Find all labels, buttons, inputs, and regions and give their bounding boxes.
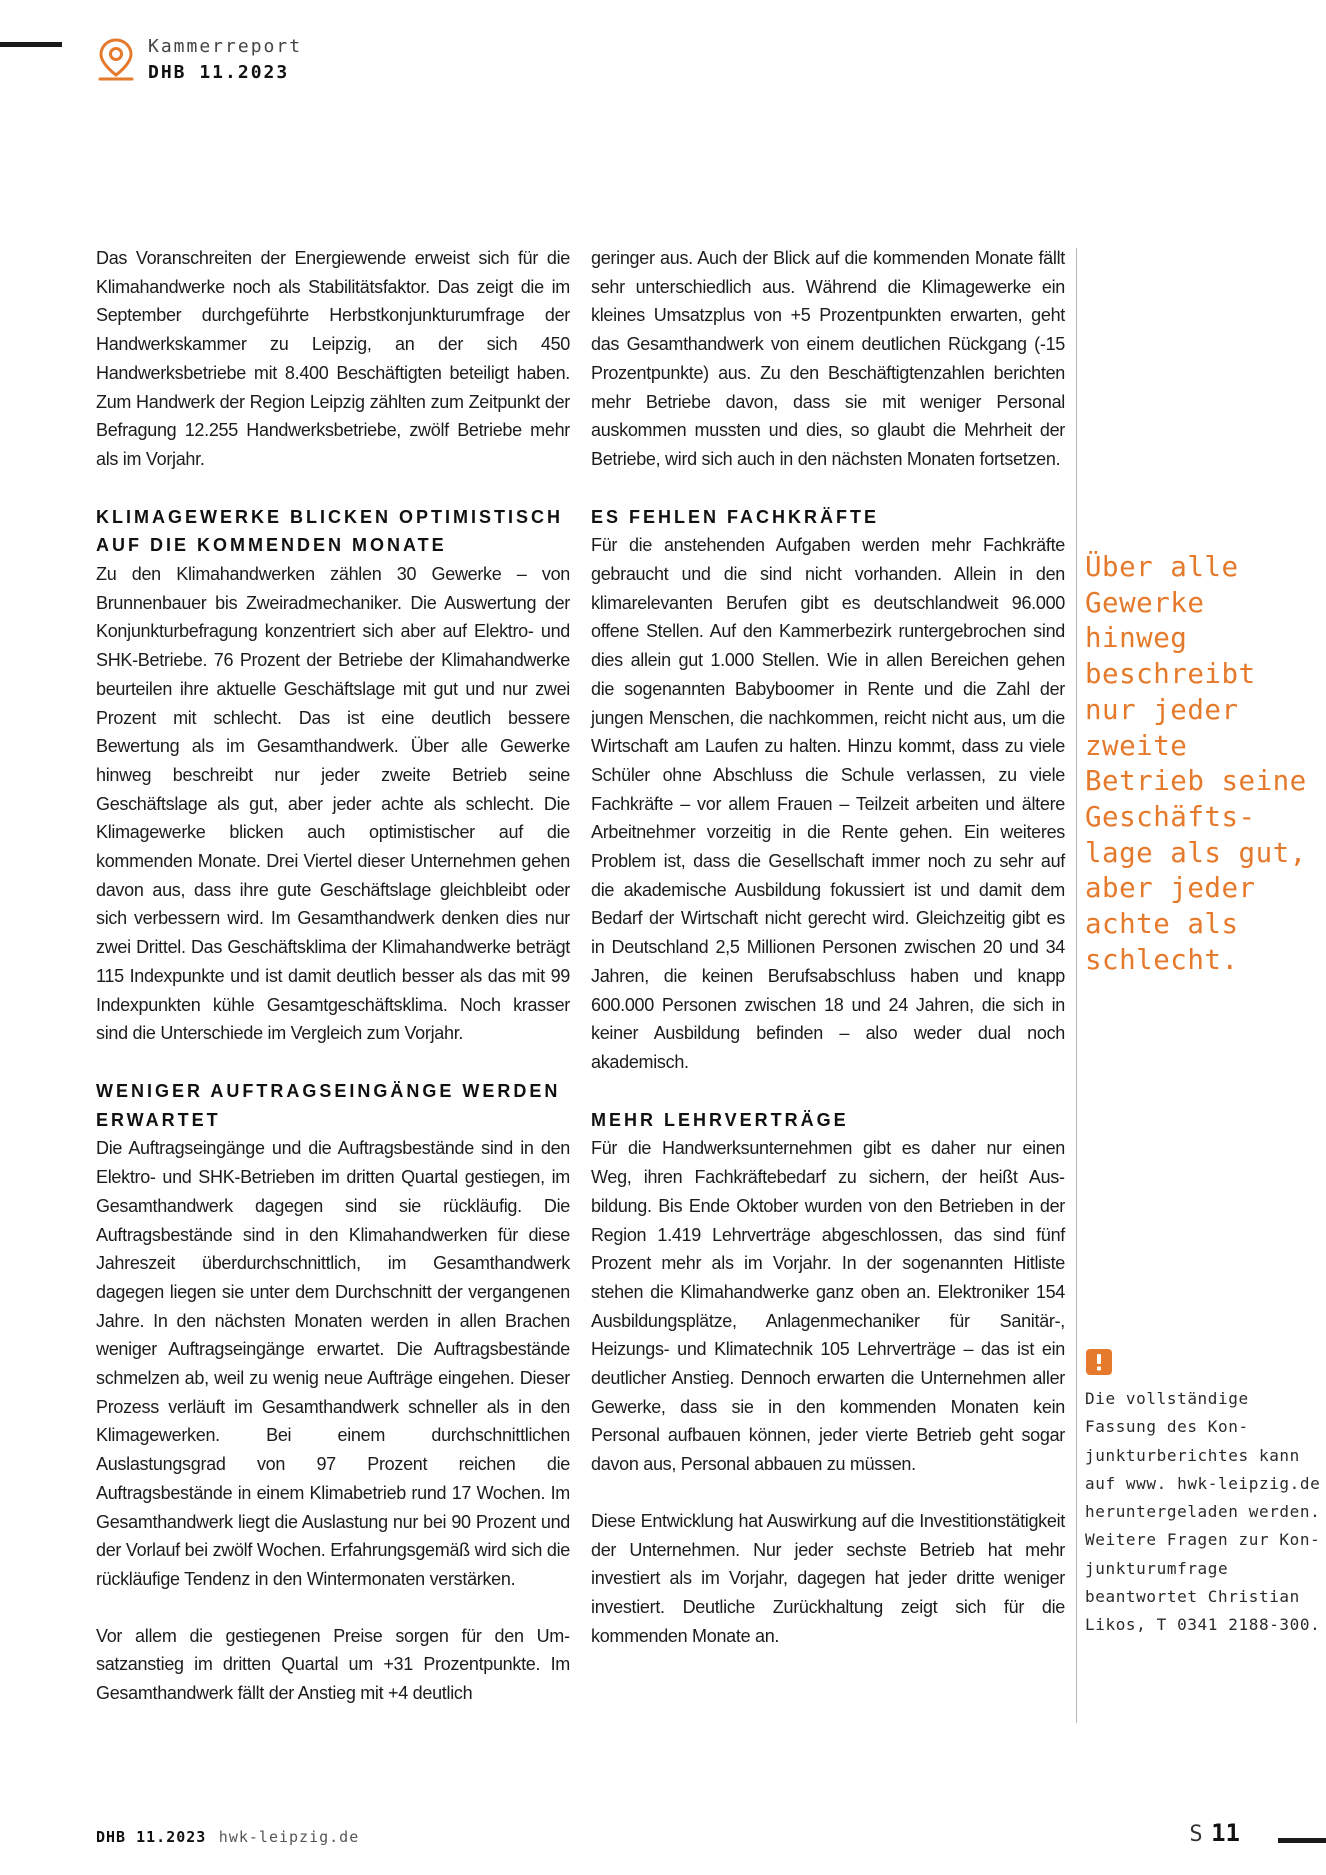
paragraph-investitionen: Diese Entwicklung hat Auswirkung auf die Investitionstätigkeit der Unternehmen. Nur jeder sechste Betrieb hat mehr investiert als im Vorjahr, dagegen hat jeder dritte weniger investiert. Deutliche Zurückhaltung zeigt sich für die kommenden Monate an. [591, 1510, 1065, 1646]
exclamation-icon [1086, 1349, 1112, 1375]
location-pin-icon [96, 36, 136, 82]
page-number [1189, 1819, 1240, 1847]
pull-quote: Über alle Gewerke hinweg beschreibt nur jeder zweite Betrieb seine Geschäfts-lage als gut, aber jeder achte als schlecht. [1085, 551, 1307, 976]
heading-auftragseingaenge: WENIGER AUFTRAGSEINGÄNGE WERDEN ERWARTET [96, 1080, 561, 1130]
bottom-right-rule [1278, 1838, 1326, 1843]
page-prefix: S [1189, 1822, 1203, 1847]
paragraph-continued: geringer aus. Auch der Blick auf die kommenden Monate fällt sehr unterschiedlich aus. Während die Klimagewerke ein kleines Umsatzplus von +5 Prozentpunkten erwarten, geht das Gesamthandwerk von einem deutlichen Rückgang (-15 Prozentpunkte) aus. Zu den Beschäftigtenzahlen berichten mehr Betriebe davon, dass sie mit weniger Personal auskommen mussten und dies, so glaubt die Mehrheit der Betriebe, wird sich auch in den nächsten Monaten fortsetzen. [591, 248, 1065, 469]
heading-fachkraefte: ES FEHLEN FACHKRÄFTE [591, 506, 880, 527]
paragraph-auftragseingaenge: Die Auftragseingänge und die Auftragsbestände sind in den Elektro- und SHK-Betrieben im dritten Quartal gestiegen, im Gesamthandwerk dagegen sind sie rückläufig. Die Auftragsbestände sind in den Klimahandwerken für diese Jahreszeit überdurchschnittlich, im Gesamthandwerk dagegen liegen sie unter dem Durchschnitt der vergangenen Jahre. In den nächsten Monaten werden in allen Brachen weniger Auftragseingänge erwartet. Die Auftragsbestände schmelzen ab, weil zu wenig neue Aufträge eingehen. Dieser Prozess verläuft im Gesamthandwerk schneller als in den Klimagewerken. Bei einem durchschnittlichen Auslastungsgrad von 97 Prozent reichen die Auftragsbestände in einem Klimabetrieb rund 17 Wochen. Im Gesamthandwerk liegt die Auslastung nur bei 90 Prozent und der Vorlauf bei zwölf Wochen. Erfahrungsgemäß wird sich die rückläufige Tendenz in den Wintermonaten verstärken. [96, 1138, 570, 1589]
footer-issue: DHB 11.2023 [96, 1828, 207, 1846]
article-column-right [591, 244, 1065, 1650]
page-number-value: 11 [1211, 1819, 1240, 1847]
top-left-rule [0, 42, 62, 47]
paragraph-lehrvertraege: Für die Handwerksunternehmen gibt es daher nur einen Weg, ihren Fachkräftebedarf zu sichern, der heißt Ausbildung. Bis Ende Oktober wurden von den Betrieben in der Region 1.419 Lehrverträge abgeschlossen, das sind fünf Prozent mehr als im Vorjahr. In der sogenannten Hitliste stehen die Klimahandwerke ganz oben an. Elektroniker 154 Ausbildungsplätze, Anlagenmechaniker für Sanitär-, Heizungs- und Klimatechnik 105 Lehrverträge – das ist ein deutlicher Anstieg. Dennoch erwarten die Unternehmen aller Gewerke, dass sie in den kommenden Monaten kein Personal aufbauen können, jeder vierte Betrieb geht sogar davon aus, Personal abbauen zu müssen. [591, 1138, 1065, 1475]
footer-website: hwk-leipzig.de [218, 1828, 360, 1846]
page-footer [96, 1828, 359, 1847]
sidebar-note: Die vollständige Fassung des Konjunkturberichtes kann auf www. hwk-leipzig.de heruntergeladen werden. Weitere Fragen zur Konjunkturumfrage beantwortet Christian Likos, T 0341 2188-300. [1085, 1389, 1321, 1635]
paragraph-fachkraefte: Für die anstehenden Aufgaben werden mehr Fachkräfte gebraucht und die sind nicht vorhanden. Allein in den klimarelevanten Berufen gibt es deutschlandweit 96.000 offene Stellen. Auf den Kammerbezirk runtergebrochen sind dies allein gut 1.000 Stellen. Wie in allen Bereichen gehen die sogenannten Babyboomer in Rente und die Zahl der jungen Menschen, die nachkommen, reicht nicht aus, um die Wirtschaft am Laufen zu halten. Hinzu kommt, dass zu viele Schüler ohne Abschluss die Schule verlassen, zu viele Fachkräfte – vor allem Frauen – Teilzeit arbeiten und ältere Arbeitnehmer vorzeitig in die Rente gehen. Ein weiteres Problem ist, dass die Gesellschaft immer noch zu sehr auf die akademische Ausbildung fokussiert ist und damit dem Bedarf der Wirtschaft nicht gerecht wird. Gleichzeitig gibt es in Deutschland 2,5 Millionen Personen zwischen 20 und 34 Jahren, die keinen Berufsabschluss haben und knapp 600.000 Personen zwischen 18 und 24 Jahren, die sich in keiner Ausbildung befinden – also weder dual noch akademisch. [591, 535, 1065, 1072]
heading-lehrvertraege: MEHR LEHRVERTRÄGE [591, 1109, 849, 1130]
section-title: Kammerreport [148, 36, 303, 57]
intro-paragraph: Das Voranschreiten der Energiewende erweist sich für die Klimahandwerke noch als Stabilitätsfaktor. Das zeigt die im September durchgeführte Herbstkonjunkturumfrage der Handwerkskammer zu Leipzig, an der sich 450 Handwerksbetriebe mit 8.400 Beschäftigten beteiligt haben. Zum Handwerk der Region Leipzig zählten zum Zeitpunkt der Befragung 12.255 Handwerksbetriebe, zwölf Betriebe mehr als im Vorjahr. [96, 248, 570, 469]
issue-label: DHB 11.2023 [148, 62, 290, 83]
heading-klimagewerke: KLIMAGEWERKE BLICKEN OPTIMISTISCH AUF DIE KOMMENDEN MONATE [96, 506, 563, 556]
article-column-left [96, 244, 570, 1708]
paragraph-klimagewerke: Zu den Klimahandwerken zählen 30 Gewerke – von Brunnenbauer bis Zweiradmechaniker. Die Auswertung der Konjunkturbefragung konzentriert sich aber auf Elektro- und SHK-Betriebe. 76 Prozent der Betriebe der Klimahandwerke beurteilen ihre aktuelle Geschäftslage mit gut und nur zwei Prozent mit schlecht. Das ist eine deutlich bessere Bewertung als im Gesamthandwerk. Über alle Gewerke hinweg beschreibt nur jeder zweite Betrieb seine Geschäftslage als gut, aber jeder achte als schlecht. Die Klimagewerke blicken auch optimistischer auf die kommenden Monate. Drei Viertel dieser Unternehmen gehen davon aus, dass ihre gute Geschäftslage gleichbleibt oder sich verbessern wird. Im Gesamthandwerk denken dies nur zwei Drittel. Das Geschäftsklima der Klimahandwerke beträgt 115 Indexpunkte und ist damit deutlich besser als das mit 99 Indexpunkten kühle Gesamtgeschäftsklima. Noch krasser sind die Unterschiede im Vergleich zum Vorjahr. [96, 564, 570, 1044]
sidebar-divider [1076, 248, 1077, 1723]
paragraph-preise: Vor allem die gestiegenen Preise sorgen für den Umsatzanstieg im dritten Quartal um +31 Prozentpunkte. Im Gesamthandwerk fällt der Anstieg mit +4 deutlich [96, 1625, 570, 1704]
